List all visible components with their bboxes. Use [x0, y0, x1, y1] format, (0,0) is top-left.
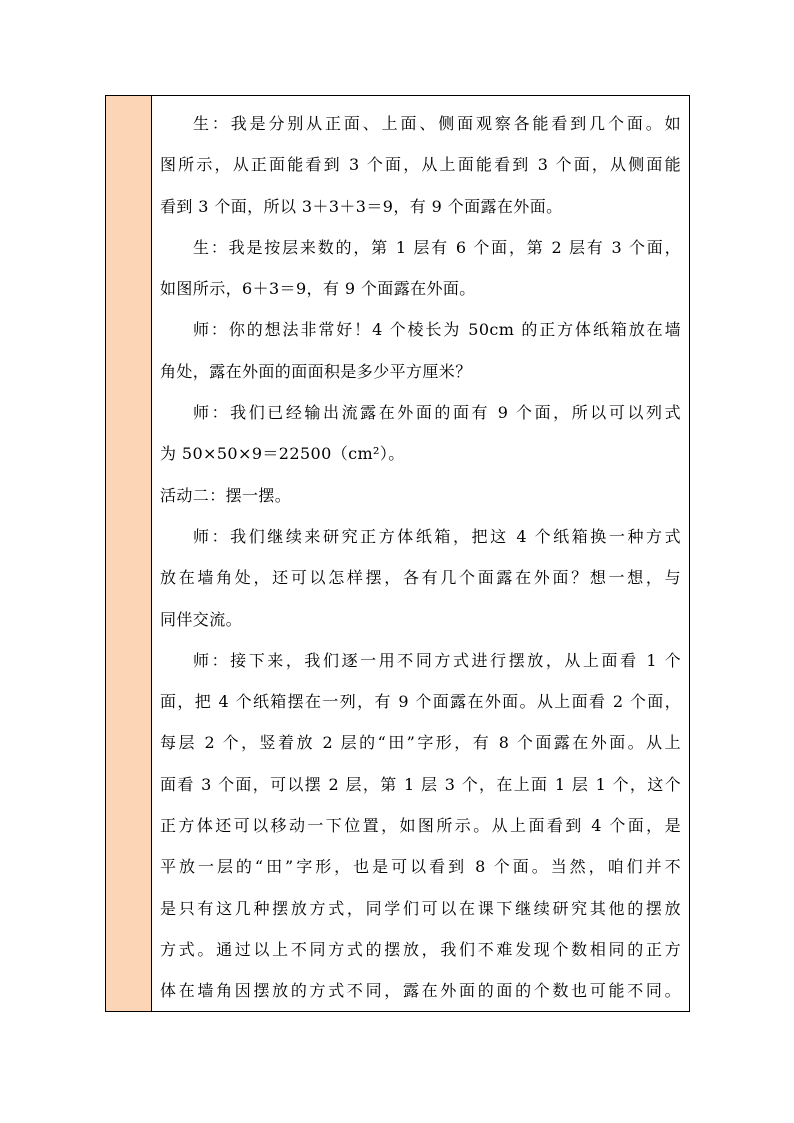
text-line: 是只有这几种摆放方式，同学们可以在课下继续研究其他的摆放	[160, 898, 681, 918]
text-line: 正方体还可以移动一下位置，如图所示。从上面看到 4 个面，是	[160, 816, 681, 836]
text-line: 面看 3 个面，可以摆 2 层，第 1 层 3 个，在上面 1 层 1 个，这个	[160, 774, 681, 794]
paragraph-student-answer-2	[160, 227, 681, 310]
text-line: 放在墙角处，还可以怎样摆，各有几个面露在外面？想一想，与	[160, 568, 681, 588]
text-line: 平放一层的“田”字形，也是可以看到 8 个面。当然，咱们并不	[160, 857, 681, 877]
text-line: 每层 2 个，竖着放 2 层的“田”字形，有 8 个面露在外面。从上	[160, 733, 681, 753]
text-line: 生：我是分别从正面、上面、侧面观察各能看到几个面。如	[193, 114, 681, 133]
paragraph-teacher-question	[160, 309, 681, 392]
text-line: 生：我是按层来数的，第 1 层有 6 个面，第 2 层有 3 个面，	[193, 237, 681, 257]
paragraph-teacher-summary	[160, 640, 681, 1012]
text-line: 师：我们继续来研究正方体纸箱，把这 4 个纸箱换一种方式	[193, 526, 681, 546]
text-line: 师：我们已经输出流露在外面的面有 9 个面，所以可以列式	[193, 403, 681, 423]
text-line: 方式。通过以上不同方式的摆放，我们不难发现个数相同的正方	[160, 939, 681, 959]
table-content-cell	[152, 96, 689, 1011]
text-line: 角处，露在外面的面面积是多少平方厘米？	[160, 361, 472, 381]
paragraph-student-answer-1	[160, 103, 681, 227]
paragraph-teacher-prompt	[160, 516, 681, 640]
text-line: 师：接下来，我们逐一用不同方式进行摆放，从上面看 1 个	[193, 650, 681, 670]
text-line: 同伴交流。	[160, 609, 243, 629]
text-line: 为 50×50×9＝22500（cm²）。	[160, 444, 405, 464]
text-line: 如图所示，6＋3＝9，有 9 个面露在外面。	[160, 279, 476, 299]
text-line: 看到 3 个面，所以 3＋3＋3＝9，有 9 个面露在外面。	[160, 196, 563, 216]
text-line: 面，把 4 个纸箱摆在一列，有 9 个面露在外面。从上面看 2 个面，	[160, 692, 681, 712]
text-line: 体在墙角因摆放的方式不同，露在外面的面的个数也可能不同。	[160, 981, 681, 1001]
text-line: 活动二：摆一摆。	[160, 485, 292, 505]
text-line: 师：你的想法非常好！4 个棱长为 50cm 的正方体纸箱放在墙	[193, 320, 681, 340]
text-line: 图所示，从正面能看到 3 个面，从上面能看到 3 个面，从侧面能	[160, 155, 681, 175]
table-side-cell	[106, 96, 152, 1011]
lesson-table	[105, 95, 690, 1012]
paragraph-teacher-calculation	[160, 392, 681, 475]
activity-two-heading	[160, 475, 681, 516]
